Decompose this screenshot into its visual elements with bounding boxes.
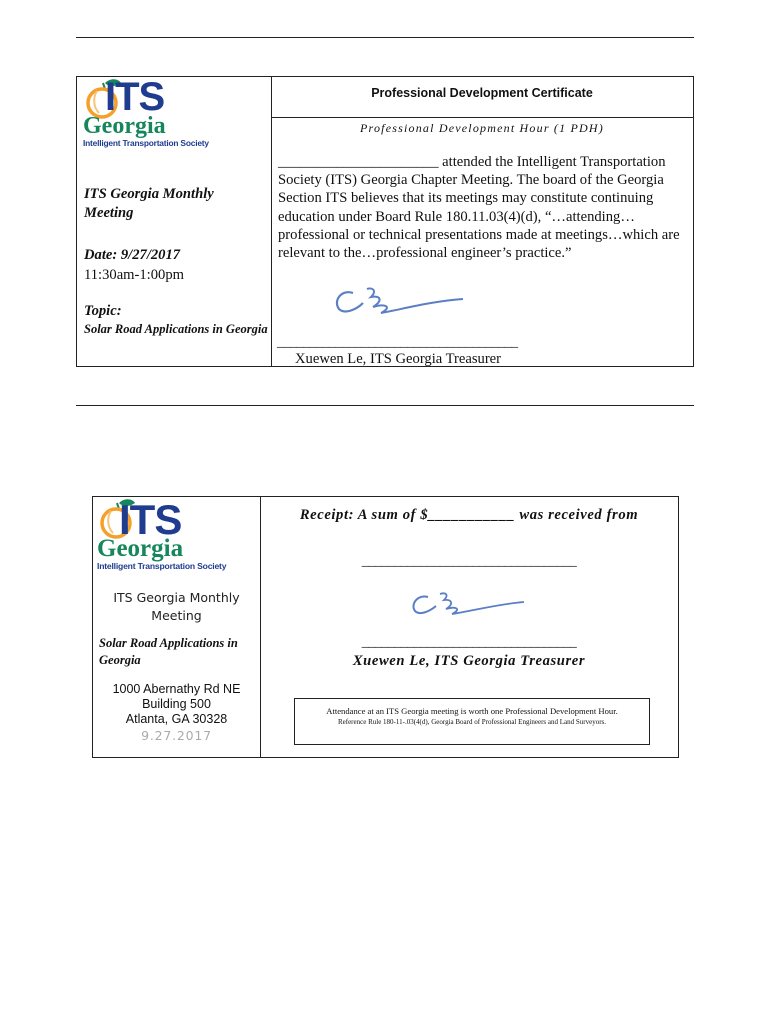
middle-divider (76, 405, 694, 406)
receipt-address-line1: 1000 Abernathy Rd NE (112, 682, 241, 696)
certificate-signer: Xuewen Le, ITS Georgia Treasurer (295, 351, 502, 367)
certificate-right-panel (271, 77, 693, 366)
receipt-card (92, 496, 679, 758)
certificate-title: Professional Development Certificate (271, 77, 693, 118)
logo-georgia-text: Georgia (97, 535, 184, 562)
receipt-signature-line: _________________________________ (361, 635, 577, 650)
receipt-address-line3: Atlanta, GA 30328 (125, 712, 228, 726)
certificate-time: 11:30am-1:00pm (84, 267, 184, 283)
receipt-topic: Solar Road Applications in Georgia (99, 636, 238, 667)
receipt-note-line1: Attendance at an ITS Georgia meeting is worth one Professional Development Hour. (326, 706, 618, 716)
logo-society-text: Intelligent Transportation Society (83, 138, 209, 148)
certificate-subtitle: Professional Development Hour (1 PDH) (360, 121, 604, 135)
top-divider (76, 37, 694, 38)
receipt-text: Receipt: A sum of $___________ was received from (299, 507, 639, 523)
receipt-pdh-note (294, 698, 650, 745)
signature-image (402, 585, 532, 625)
its-georgia-logo (83, 75, 209, 153)
logo-society-text: Intelligent Transportation Society (97, 561, 227, 571)
certificate-topic-label: Topic: (84, 303, 122, 319)
receipt-note-line2: Reference Rule 180-11-.03(4(d), Georgia Board of Professional Engineers and Land Surveyors. (337, 718, 607, 726)
receipt-signer: Xuewen Le, ITS Georgia Treasurer (352, 653, 586, 669)
receipt-date: 9.27.2017 (141, 728, 212, 743)
certificate-meeting-name: ITS Georgia Monthly Meeting (84, 186, 214, 221)
certificate-date: Date: 9/27/2017 (84, 247, 181, 263)
logo-georgia-text: Georgia (83, 113, 166, 139)
receipt-right-panel (260, 497, 678, 757)
receipt-from-line: _________________________________ (361, 554, 577, 569)
receipt-left-panel (93, 497, 261, 757)
receipt-meeting-name: ITS Georgia Monthly Meeting (113, 590, 240, 623)
certificate-topic: Solar Road Applications in Georgia (84, 322, 268, 336)
logo-its-text: ITS (105, 75, 165, 119)
certificate-card (76, 76, 694, 367)
certificate-body-text: ______________________ attended the Intelligent Transportation Society (ITS) Georgia Chapter Meeting. The board of the Georgia Section ITS believes that its meetings may constitute continuing education under Board Rule 180.11.03(4)(d), “…attending…professional or technical presentations made at meetings…which are relevant to the…professional engineer’s practice.” (278, 154, 680, 262)
its-georgia-logo (97, 496, 227, 575)
certificate-left-panel (77, 77, 272, 366)
receipt-address-line2: Building 500 (142, 697, 211, 711)
receipt-address (93, 682, 260, 727)
signature-image (323, 279, 473, 327)
logo-its-text: ITS (119, 496, 182, 543)
certificate-signature-line: _____________________________________ (277, 335, 518, 350)
